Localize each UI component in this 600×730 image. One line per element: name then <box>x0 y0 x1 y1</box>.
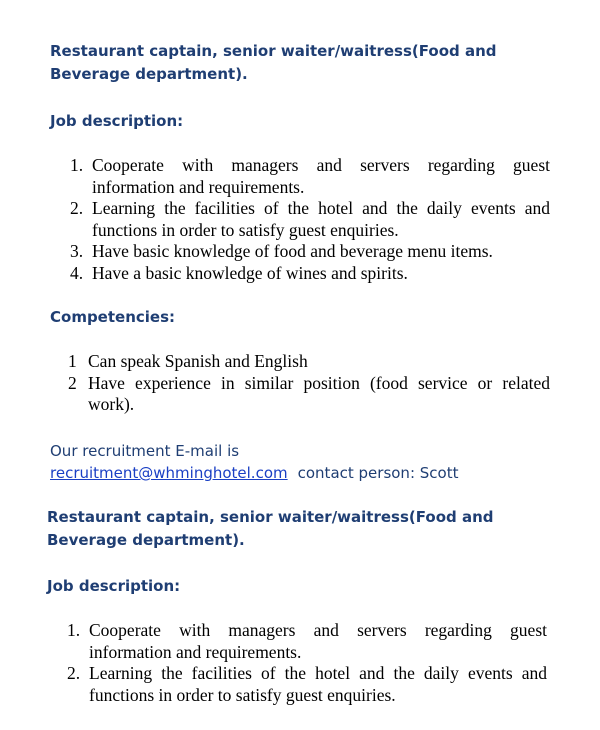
contact-person: contact person: Scott <box>297 464 459 482</box>
list-number: 2. <box>70 198 84 218</box>
list-item <box>70 198 550 241</box>
list-item <box>67 620 547 663</box>
list-text: Have a basic knowledge of wines and spirits. <box>92 262 408 283</box>
list-text: Have experience in similar position (food service or related work). <box>88 372 550 414</box>
list-number: 1 <box>68 351 77 371</box>
competencies-label: Competencies: <box>50 308 176 326</box>
competencies-list <box>68 351 550 416</box>
list-text: Cooperate with managers and servers regarding guest information and requirements. <box>92 155 550 197</box>
job-title-heading: Restaurant captain, senior waiter/waitress(Food and Beverage department). <box>50 42 497 83</box>
list-item <box>70 241 550 263</box>
job-description-label: Job description: <box>47 577 181 595</box>
recruitment-info <box>50 440 570 484</box>
list-item <box>68 373 550 416</box>
list-item <box>70 263 550 285</box>
list-number: 4. <box>70 262 84 283</box>
job-description-label: Job description: <box>50 112 184 130</box>
list-number: 2 <box>68 372 77 393</box>
job-description-list <box>70 155 550 284</box>
list-number: 1. <box>67 620 81 640</box>
job-description-list <box>67 620 547 706</box>
recruitment-email-link[interactable]: recruitment@whminghotel.com <box>50 464 288 482</box>
recruitment-contact-line <box>50 462 570 484</box>
list-number: 3. <box>70 241 84 261</box>
list-number: 1. <box>70 155 84 175</box>
list-item <box>70 155 550 198</box>
list-text: Learning the facilities of the hotel and the daily events and functions in order to satisfy guest enquiries. <box>92 198 550 240</box>
list-number: 2. <box>67 663 81 683</box>
list-text: Have basic knowledge of food and beverage menu items. <box>92 241 493 261</box>
list-text: Can speak Spanish and English <box>88 351 308 371</box>
list-text: Learning the facilities of the hotel and the daily events and functions in order to satisfy guest enquiries. <box>89 663 547 705</box>
job-title-heading: Restaurant captain, senior waiter/waitress(Food and Beverage department). <box>47 508 494 549</box>
list-text: Cooperate with managers and servers regarding guest information and requirements. <box>89 620 547 662</box>
list-item <box>67 663 547 706</box>
list-item <box>68 351 550 373</box>
recruitment-text: Our recruitment E-mail is <box>50 442 240 460</box>
